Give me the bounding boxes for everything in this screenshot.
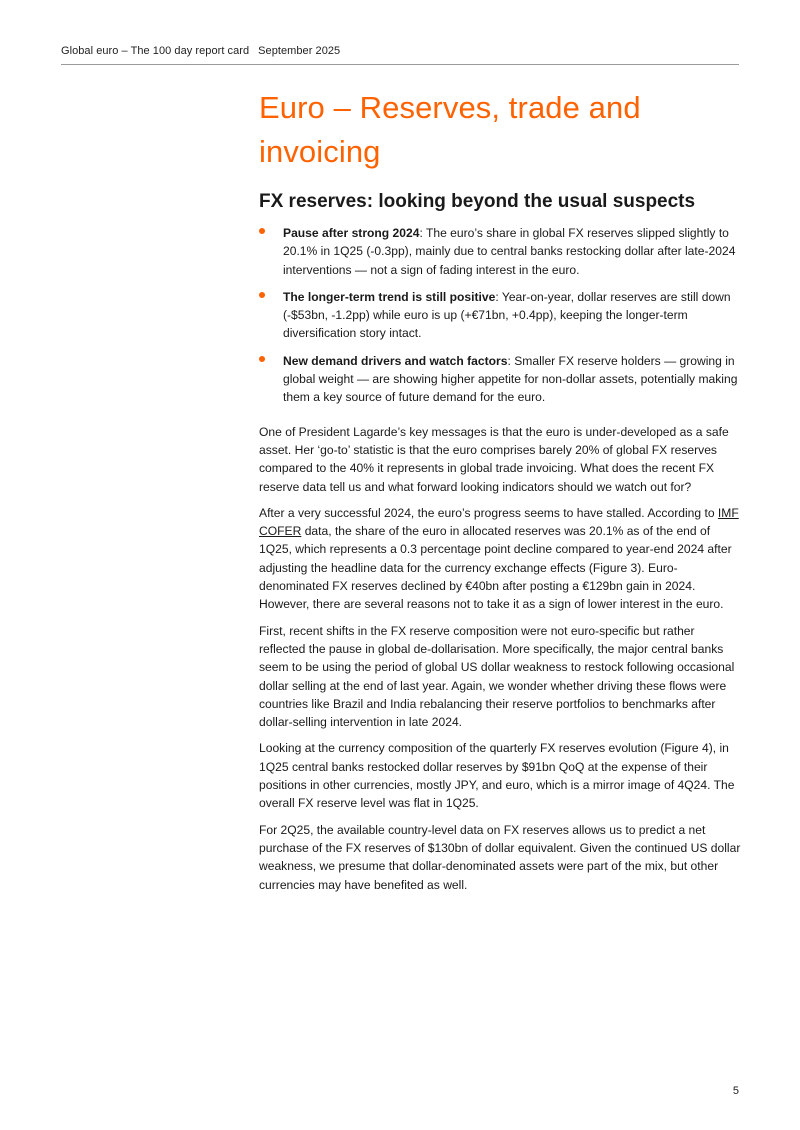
imf-cofer-link[interactable]: IMF COFER <box>259 505 739 539</box>
header-divider <box>61 64 739 65</box>
body-paragraph <box>259 504 741 614</box>
key-point-text: : Year-on-year, dollar reserves are still down (-$53bn, -1.2pp) while euro is up (+€71bn, +0.4pp), keeping the longer-term diversification story intact. <box>283 289 731 341</box>
report-title: Global euro – The 100 day report card <box>61 45 250 57</box>
body-paragraph: Looking at the currency composition of the quarterly FX reserves evolution (Figure 4), in 1Q25 central banks restocked dollar reserves by $91bn QoQ at the expense of their positions in other currencies, mostly JPY, and euro, which is a mirror image of 4Q24. The overall FX reserve level was flat in 1Q25. <box>259 741 735 811</box>
bullet-dot-icon <box>259 292 265 298</box>
key-point-item <box>259 288 741 343</box>
bullet-dot-icon <box>259 228 265 234</box>
main-content <box>259 86 741 902</box>
report-date: September 2025 <box>258 45 341 57</box>
key-point-text: : The euro’s share in global FX reserves slipped slightly to 20.1% in 1Q25 (-0.3pp), mainly due to central banks restocking dollar after late-2024 interventions — not a sign of fading interest in the euro. <box>283 226 736 277</box>
section-title: Euro – Reserves, trade and invoicing <box>259 90 641 169</box>
paragraph-text: data, the share of the euro in allocated reserves was 20.1% as of the end of 1Q25, which represents a 0.3 percentage point decline compared to year-end 2024 after adjusting the headline data for the currency exchange effects (Figure 3). Euro-denominated FX reserves declined by €40bn after posting a €129bn gain in 2024. However, there are several reasons not to take it as a sign of lower interest in the euro. <box>259 524 732 612</box>
key-point-item <box>259 352 741 407</box>
key-points-list <box>259 224 741 407</box>
subsection-title: FX reserves: looking beyond the usual suspects <box>259 191 696 212</box>
key-point-lead: The longer-term trend is still positive <box>283 289 496 304</box>
body-paragraph: One of President Lagarde’s key messages is that the euro is under-developed as a safe asset. Her ‘go-to’ statistic is that the euro comprises barely 20% of global FX reserves compared to the 40% it represents in global trade invoicing. What does the recent FX reserve data tell us and what forward looking indicators should we watch out for? <box>259 424 729 494</box>
page-number: 5 <box>732 1085 739 1097</box>
key-point-lead: New demand drivers and watch factors <box>283 353 508 368</box>
key-point-lead: Pause after strong 2024 <box>283 226 420 240</box>
body-paragraph: For 2Q25, the available country-level data on FX reserves allows us to predict a net purchase of the FX reserves of $130bn of dollar equivalent. Given the continued US dollar weakness, we presume that dollar-denominated assets were part of the mix, but other currencies may have benefited as well. <box>259 822 741 892</box>
key-point-text: : Smaller FX reserve holders — growing in global weight — are showing higher appetite for non-dollar assets, potentially making them a key source of future demand for the euro. <box>283 353 738 405</box>
paragraph-text: After a very successful 2024, the euro’s progress seems to have stalled. According to <box>259 505 718 520</box>
running-header <box>61 45 340 57</box>
body-paragraph: First, recent shifts in the FX reserve composition were not euro-specific but rather reflected the pause in global de-dollarisation. More specifically, the major central banks seem to be using the period of global US dollar weakness to restock following occasional dollar selling at the end of last year. Again, we wonder whether driving these flows were countries like Brazil and India rebalancing their reserve portfolios to benchmarks after dollar-selling intervention in late 2024. <box>259 623 735 730</box>
bullet-dot-icon <box>259 356 265 362</box>
key-point-item <box>259 224 741 279</box>
